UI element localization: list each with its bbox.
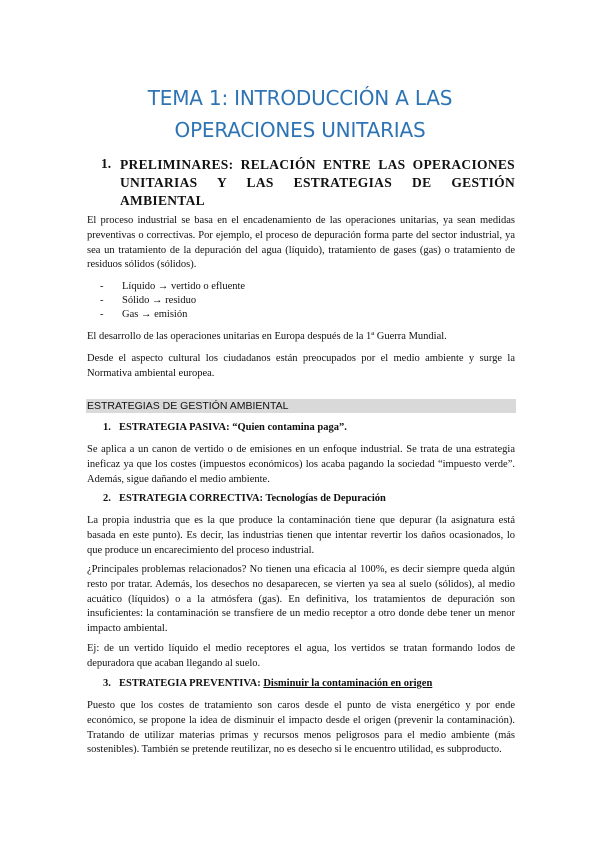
strategy-2-paragraph-1: La propia industria que es la que produce la contaminación tiene que depurar (la asignatura está basada en este punto). Es decir, las industrias tienen que intentar revertir los daños ocasionados, lo que produce un encarecimiento del proceso industrial. xyxy=(87,515,515,556)
phase-list xyxy=(100,280,245,322)
section-1-intro: El proceso industrial se basa en el encadenamiento de las operaciones unitarias, ya sean medidas preventivas o correctivas. Por ejemplo, el proceso de depuración forma parte del sector industrial, ya sea un tratamiento de la depuración del agua (líquido), tratamiento de gases (gas) o tratamiento de residuos sólidos (sólidos). xyxy=(87,215,515,271)
strategy-3-paragraph: Puesto que los costes de tratamiento son caros desde el punto de vista energético y por ende económico, se propone la idea de disminuir el impacto desde el origen (prevenir la contaminación). Tratando de utilizar materias primas y recursos menos peligrosos para el medio ambiente (más sostenibles). También se pretende reutilizar, no es desecho si le encuentro utilidad, es subproducto. xyxy=(87,700,515,756)
strategy-1-heading: 1. ESTRATEGIA PASIVA: “Quien contamina paga”. xyxy=(103,422,347,433)
strategy-2-paragraph-3: Ej: de un vertido líquido el medio receptores el agua, los vertidos se tratan formando lodos de depuradora que acaban llegando al suelo. xyxy=(87,643,515,669)
page-title-line-1: TEMA 1: INTRODUCCIÓN A LAS xyxy=(147,86,453,110)
section-1-number: 1. xyxy=(101,156,112,171)
strategy-3-heading: 3. ESTRATEGIA PREVENTIVA: Disminuir la contaminación en origen xyxy=(103,678,433,689)
strategies-band-heading: ESTRATEGIAS DE GESTIÓN AMBIENTAL xyxy=(86,399,516,413)
list-item: - Gas → emisión xyxy=(100,309,188,320)
section-1-para-2: El desarrollo de las operaciones unitarias en Europa después de la 1ª Guerra Mundial. xyxy=(87,331,447,342)
strategy-1-paragraph: Se aplica a un canon de vertido o de emisiones en un enfoque industrial. Se trata de una estrategia ineficaz ya que los costes (impuestos económicos) los acaba pagando la sociedad “impuesto verde”. Además, sigue dañando el medio ambiente. xyxy=(87,444,515,485)
list-item: - Líquido → vertido o efluente xyxy=(100,281,246,292)
strategy-2-heading: 2. ESTRATEGIA CORRECTIVA: Tecnologías de Depuración xyxy=(103,493,386,504)
section-1-para-3: Desde el aspecto cultural los ciudadanos están preocupados por el medio ambiente y surge la Normativa ambiental europea. xyxy=(87,353,515,379)
page-title-line-2: OPERACIONES UNITARIAS xyxy=(174,118,426,142)
strategy-2-paragraph-2: ¿Principales problemas relacionados? No tienen una eficacia al 100%, es decir siempre queda algún resto por tratar. Además, los desechos no desaparecen, se vierten ya sea al suelo (sólidos), al medio acuático (líquidos) o a la atmósfera (gas). En definitiva, los tratamientos de depuración son insuficientes: la contaminación se transfiere de un medio receptor a otro donde debe tener un menor impacto ambiental. xyxy=(87,564,515,635)
list-item: - Sólido → residuo xyxy=(100,295,197,306)
section-1-heading: PRELIMINARES: RELACIÓN ENTRE LAS OPERACIONES UNITARIAS Y LAS ESTRATEGIAS DE GESTIÓN AMBIENTAL xyxy=(120,157,515,208)
